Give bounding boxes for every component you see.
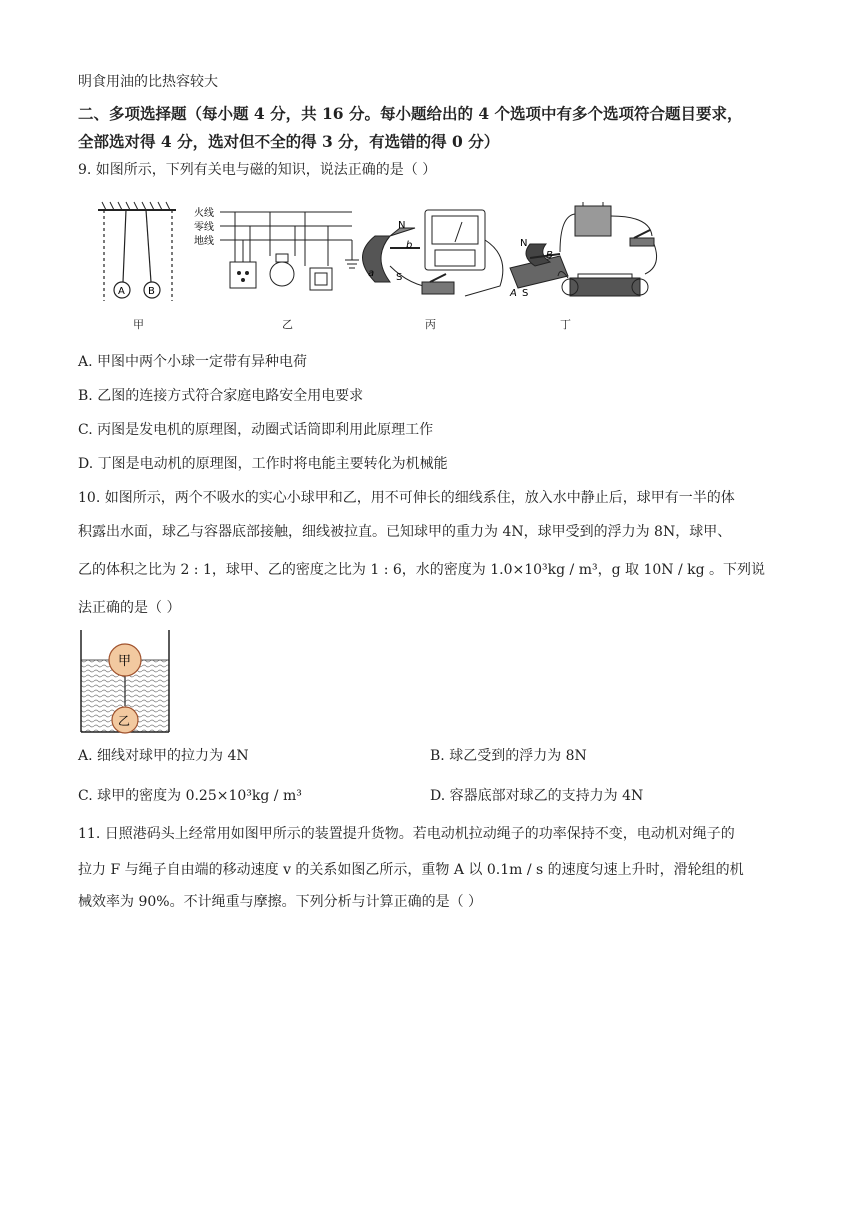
q10-stem-line1: 10. 如图所示，两个不吸水的实心小球甲和乙，用不可伸长的细线系住，放入水中静止后，球甲有一半的体: [78, 490, 735, 506]
q10-stem-line2: 积露出水面，球乙与容器底部接触，细线被拉直。已知球甲的重力为 4N，球甲受到的浮力为 8N，球甲、: [78, 524, 732, 540]
ball-b-label: B: [148, 286, 155, 297]
neutral-wire-label: 零线: [194, 222, 214, 233]
bing-point-a: a: [368, 268, 375, 279]
ball-yi-label: 乙: [118, 714, 131, 728]
q9-option-d: D. 丁图是电动机的原理图，工作时将电能主要转化为机械能: [78, 456, 448, 472]
q10-option-c: C. 球甲的密度为 0.25×10³kg / m³: [78, 788, 302, 804]
bing-point-b: b: [406, 240, 413, 251]
figure-label-yi: 乙: [282, 318, 293, 331]
ding-point-a: A: [510, 288, 517, 299]
figure-label-jia: 甲: [133, 318, 144, 331]
section-heading-line1: 二、多项选择题（每小题 4 分，共 16 分。每小题给出的 4 个选项中有多个选项符合题目要求，: [78, 104, 743, 123]
q10-option-d: D. 容器底部对球乙的支持力为 4N: [430, 788, 644, 804]
bing-pole-s: S: [396, 272, 403, 283]
q10-stem-line3: 乙的体积之比为 2 : 1，球甲、乙的密度之比为 1 : 6，水的密度为 1.0×10³kg / m³，g 取 10N / kg 。下列说: [78, 562, 766, 578]
q9-stem: 9. 如图所示，下列有关电与磁的知识，说法正确的是（ ）: [78, 162, 437, 178]
bing-pole-n: N: [398, 220, 406, 231]
section-heading-line2: 全部选对得 4 分，选对但不全的得 3 分，有选错的得 0 分）: [78, 132, 500, 151]
ding-pole-s: S: [522, 288, 529, 299]
q9-option-c: C. 丙图是发电机的原理图，动圈式话筒即利用此原理工作: [78, 422, 434, 438]
figure-jia: [98, 202, 176, 301]
q10-figure: [78, 628, 172, 736]
q10-stem-line4: 法正确的是（ ）: [78, 600, 181, 616]
figure-yi: [220, 212, 359, 290]
q9-option-a: A. 甲图中两个小球一定带有异种电荷: [78, 354, 308, 370]
ball-a-label: A: [118, 286, 125, 297]
ding-pole-n: N: [520, 238, 528, 249]
ball-jia-label: 甲: [118, 654, 132, 669]
q11-stem-line2: 拉力 F 与绳子自由端的移动速度 v 的关系如图乙所示，重物 A 以 0.1m / s 的速度匀速上升时，滑轮组的机: [78, 862, 744, 878]
figure-label-bing: 丙: [425, 318, 436, 331]
figure-bing: [363, 210, 503, 296]
q9-option-b: B. 乙图的连接方式符合家庭电路安全用电要求: [78, 388, 364, 404]
q11-stem-line1: 11. 日照港码头上经常用如图甲所示的装置提升货物。若电动机拉动绳子的功率保持不变，电动机对绳子的: [78, 826, 735, 842]
live-wire-label: 火线: [194, 208, 214, 219]
q10-option-b: B. 球乙受到的浮力为 8N: [430, 748, 587, 764]
ding-point-b: B: [546, 250, 553, 261]
figure-ding: [510, 202, 657, 296]
ground-wire-label: 地线: [194, 236, 214, 247]
q10-option-a: A. 细线对球甲的拉力为 4N: [78, 748, 249, 764]
q11-stem-line3: 械效率为 90%。不计绳重与摩擦。下列分析与计算正确的是（ ）: [78, 894, 483, 910]
q9-figure: [90, 196, 670, 336]
previous-answer-tail: 明食用油的比热容较大: [78, 74, 218, 90]
figure-label-ding: 丁: [560, 318, 571, 331]
